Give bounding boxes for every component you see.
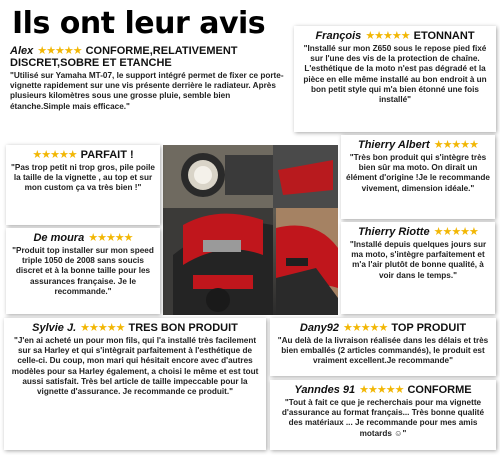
review-text: "Utilisé sur Yamaha MT-07, le support intégré permet de fixer ce porte-vignette rapidement sur une vis présente derrière le radiateur. Après plusieurs kilomètres sous une grosse pluie, semble bien étanche.Simple mais efficace." xyxy=(10,71,284,111)
review-header xyxy=(346,138,490,151)
star-rating-icon: ★★★★★ xyxy=(359,384,404,396)
review-dany92 xyxy=(270,318,496,376)
star-rating-icon: ★★★★★ xyxy=(343,322,388,334)
review-author: Sylvie J. xyxy=(32,321,77,334)
review-headline: TRES BON PRODUIT xyxy=(128,321,238,334)
review-thierry-albert xyxy=(341,135,495,219)
review-text: "Très bon produit qui s'intègre très bien sûr ma moto. On dirait un élément d'origine !Je le recommande vivement, dimension idéale." xyxy=(346,153,490,193)
review-text: "Pas trop petit ni trop gros, pile poile la taille de la vignette , au top et sur mon custom ça va très bien !" xyxy=(11,163,155,193)
review-text: "Installé sur mon Z650 sous le repose pied fixé sur l'une des vis de la protection de chaîne. L'esthétique de la moto n'est pas dégradé et la pièce en elle même installé au bon endroit à un bon petit style qui m'a bien étonné une fois installé" xyxy=(303,44,487,105)
review-header xyxy=(11,148,155,161)
page-title: Ils ont leur avis xyxy=(12,6,266,41)
star-rating-icon: ★★★★★ xyxy=(365,30,410,42)
review-yanndes xyxy=(270,380,496,450)
review-header xyxy=(9,321,261,334)
review-headline: CONFORME xyxy=(407,383,472,396)
review-de-moura xyxy=(6,228,160,314)
review-text: "Produit top installer sur mon speed triple 1050 de 2008 sans soucis discret et à la bonne taille pour les assurances française. Je le recommande." xyxy=(12,246,154,296)
review-author: Dany92 xyxy=(299,321,340,334)
review-header xyxy=(275,383,491,396)
review-sylvie xyxy=(4,318,266,450)
review-headline: TOP PRODUIT xyxy=(391,321,467,334)
review-author: De moura xyxy=(33,231,85,244)
review-headline-continued: DISCRET,SOBRE ET ETANCHE xyxy=(10,57,172,69)
motorcycle-detail-illustration xyxy=(276,208,338,315)
review-author: Alex xyxy=(10,44,34,57)
review-header xyxy=(275,321,491,334)
review-author: Thierry Riotte xyxy=(358,225,430,238)
star-rating-icon: ★★★★★ xyxy=(37,45,82,57)
star-rating-icon: ★★★★★ xyxy=(433,139,479,151)
review-text: "J'en ai acheté un pour mon fils, qui l'a installé très facilement sur sa Harley et qui s'intègrait parfaitement à l'esthétique de celle-ci. Du coup, mon mari qui hésitait encore avec d'autres modèles pour sa Harley également, a choisi le même et est tout aussi satisfait. Très bel article de taille impeccable pour la vignette d'assurance. Je recommande ce produit." xyxy=(11,336,259,397)
star-rating-icon: ★★★★★ xyxy=(80,322,125,334)
review-headline: PARFAIT ! xyxy=(80,148,134,161)
review-headline: CONFORME,RELATIVEMENT xyxy=(85,44,238,57)
review-header xyxy=(10,44,286,57)
review-header xyxy=(11,231,155,244)
star-rating-icon: ★★★★★ xyxy=(88,232,133,244)
review-thierry-riotte xyxy=(341,222,495,314)
review-parfait xyxy=(6,145,160,225)
review-author: Yanndes 91 xyxy=(294,383,356,396)
review-author: Thierry Albert xyxy=(357,138,430,151)
review-text: "Au delà de la livraison réalisée dans les délais et très bien emballés (2 articles commandés), le produit est vraiment excellent.Je recommande" xyxy=(277,336,489,366)
review-alex xyxy=(4,44,292,140)
review-headline: ETONNANT xyxy=(413,29,475,42)
review-francois xyxy=(294,26,496,132)
motorcycle-photo-detail xyxy=(276,208,338,315)
review-text: "Tout à fait ce que je recherchais pour ma vignette d'assurance au format français... Très bonne qualité des matériaux ... Je recommande pour mes amis motards ☺" xyxy=(281,398,485,438)
review-author: François xyxy=(315,29,362,42)
star-rating-icon: ★★★★★ xyxy=(433,226,478,238)
star-rating-icon: ★★★★★ xyxy=(32,149,77,161)
review-text: "Installé depuis quelques jours sur ma moto, s'intègre parfaitement et m'a l'air plutôt de bonne qualité, à voir dans le temps." xyxy=(349,240,487,280)
review-header xyxy=(346,225,490,238)
review-header xyxy=(299,29,491,42)
